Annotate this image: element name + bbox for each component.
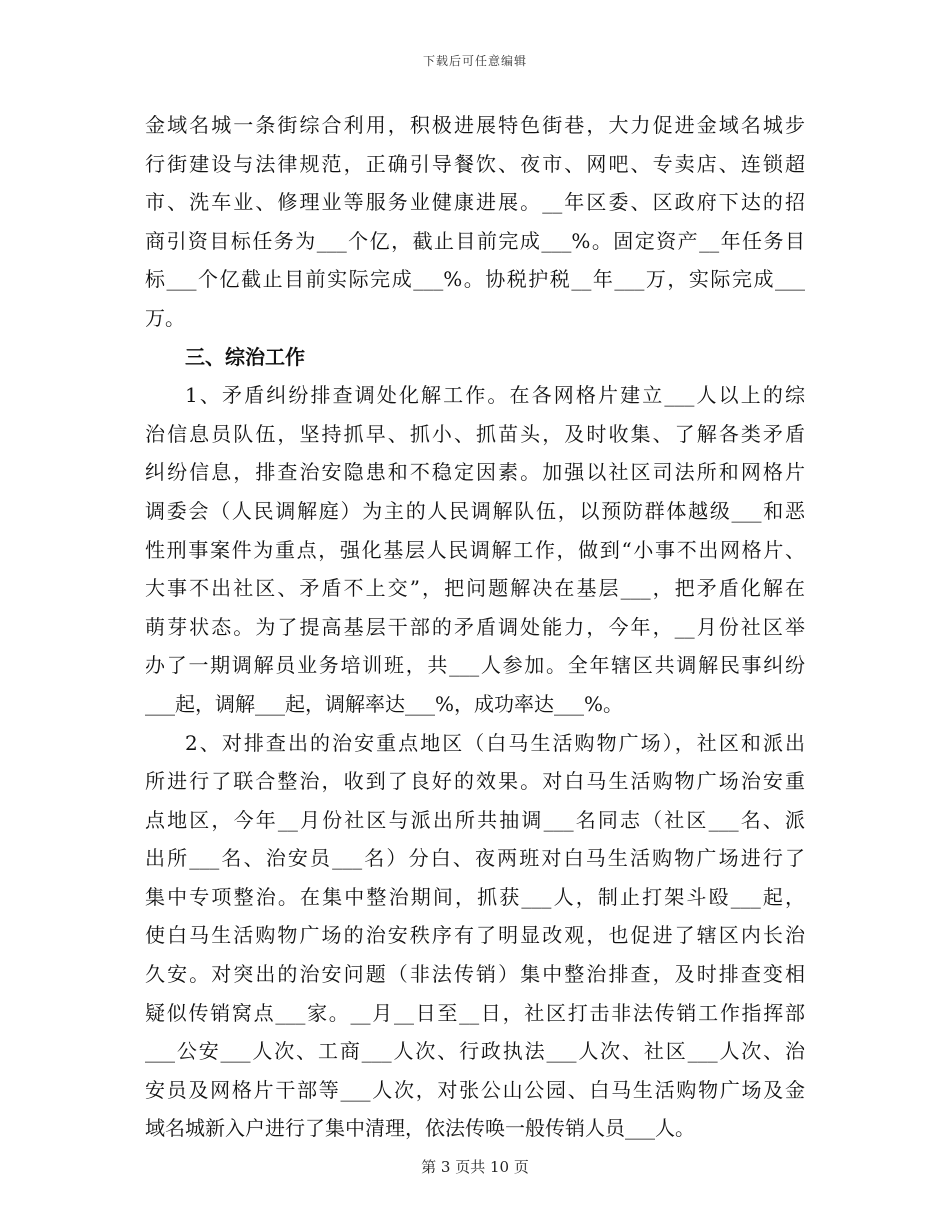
text-line: 治信息员队伍，坚持抓早、抓小、抓苗头，及时收集、了解各类矛盾 (145, 421, 805, 446)
page-footer: 第 3 页共 10 页 (421, 1158, 529, 1176)
section-heading: 三、综治工作 (185, 344, 305, 369)
text-line: ___公安___人次、工商___人次、行政执法___人次、社区___人次、治 (145, 1039, 805, 1064)
text-line: ___起，调解___起，调解率达___%，成功率达___%。 (145, 691, 624, 716)
text-line: 2、对排查出的治安重点地区（白马生活购物广场），社区和派出 (185, 730, 805, 755)
text-line: 性刑事案件为重点，强化基层人民调解工作，做到“小事不出网格片、 (145, 537, 805, 562)
text-line: 萌芽状态。为了提高基层干部的矛盾调处能力，今年，__月份社区举 (145, 614, 805, 639)
text-line: 点地区，今年__月份社区与派出所共抽调___名同志（社区___名、派 (145, 807, 805, 832)
text-line: 疑似传销窝点___家。__月__日至__日，社区打击非法传销工作指挥部 (145, 1000, 805, 1025)
text-line: 使白马生活购物广场的治安秩序有了明显改观，也促进了辖区内长治 (145, 923, 805, 948)
text-line: 安员及网格片干部等___人次，对张公山公园、白马生活购物广场及金 (145, 1077, 805, 1102)
text-line: 大事不出社区、矛盾不上交”，把问题解决在基层___，把矛盾化解在 (145, 576, 805, 601)
text-line: 所进行了联合整治，收到了良好的效果。对白马生活购物广场治安重 (145, 769, 805, 794)
text-line: 久安。对突出的治安问题（非法传销）集中整治排查，及时排查变相 (145, 962, 805, 987)
text-line: 域名城新入户进行了集中清理，依法传唤一般传销人员___人。 (145, 1116, 695, 1141)
text-line: 调委会（人民调解庭）为主的人民调解队伍，以预防群体越级___和恶 (145, 498, 805, 523)
text-line: 办了一期调解员业务培训班，共___人参加。全年辖区共调解民事纠纷 (145, 653, 805, 678)
text-line: 万。 (145, 305, 185, 330)
text-line: 1、矛盾纠纷排查调处化解工作。在各网格片建立___人以上的综 (185, 383, 805, 408)
page-header: 下载后可任意编辑 (422, 54, 527, 68)
text-line: 纠纷信息，排查治安隐患和不稳定因素。加强以社区司法所和网格片 (145, 460, 805, 485)
text-line: 出所___名、治安员___名）分白、夜两班对白马生活购物广场进行了 (145, 846, 805, 871)
text-line: 金域名城一条街综合利用，积极进展特色街巷，大力促进金域名城步 (145, 113, 805, 137)
document-body (145, 106, 805, 1148)
text-line: 标___个亿截止目前实际完成___%。协税护税__年___万，实际完成___ (145, 267, 805, 292)
text-line: 行街建设与法律规范，正确引导餐饮、夜市、网吧、专卖店、连锁超 (145, 151, 805, 176)
text-line: 市、洗车业、修理业等服务业健康进展。__年区委、区政府下达的招 (145, 190, 805, 215)
text-line: 集中专项整治。在集中整治期间，抓获___人，制止打架斗殴___起， (145, 884, 805, 909)
text-line: 商引资目标任务为___个亿，截止目前完成___%。固定资产__年任务目 (145, 228, 805, 253)
